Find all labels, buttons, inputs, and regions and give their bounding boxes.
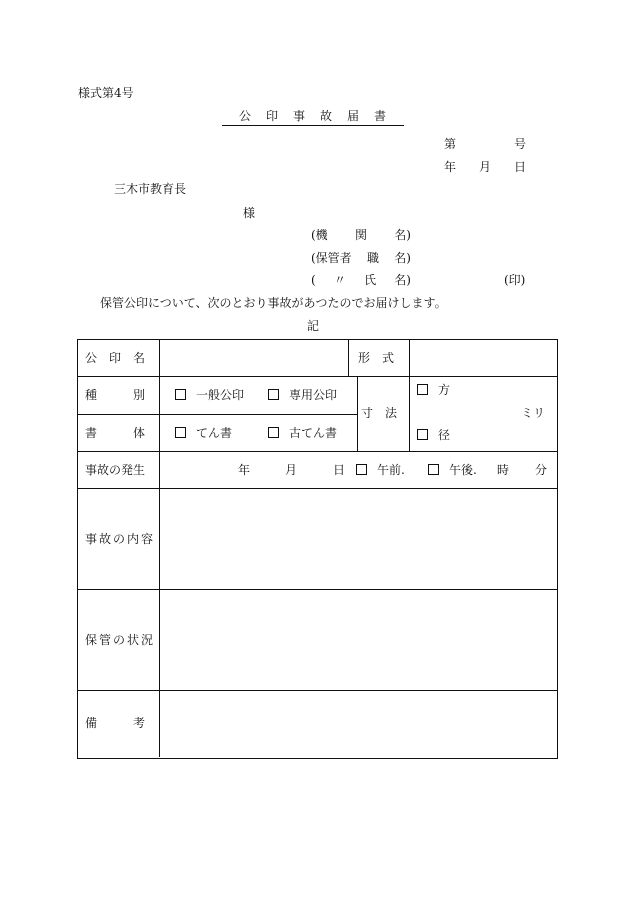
table-frame [77, 339, 558, 759]
checkbox-icon[interactable] [175, 427, 186, 438]
seal-name-label [85, 352, 153, 364]
name-end: 名) [394, 273, 411, 287]
size-unit: ミリ [521, 406, 546, 420]
row-divider [77, 488, 557, 489]
checkbox-icon[interactable] [175, 389, 186, 400]
occurrence-day: 日 [333, 463, 346, 477]
occurrence-label: 事故の発生 [85, 463, 146, 477]
occurrence-year: 年 [238, 463, 251, 477]
col-divider [409, 376, 410, 451]
submitter-holder [311, 252, 411, 264]
name-ditto: 〃 [333, 273, 346, 287]
agency-end: 名) [394, 228, 411, 242]
date-year: 年 [444, 160, 457, 174]
col-divider [348, 339, 349, 376]
date-line [444, 161, 526, 173]
submitter-name [311, 274, 411, 286]
holder-end: 名) [394, 251, 411, 265]
row-divider [77, 376, 557, 377]
size-option-square[interactable] [417, 384, 450, 396]
doc-number-prefix: 第 [444, 137, 457, 151]
agency-close: 関 [354, 228, 367, 242]
size-option-square-label: 方 [438, 383, 451, 397]
type-option-special-label: 専用公印 [289, 388, 338, 402]
checkbox-icon[interactable] [417, 384, 428, 395]
occurrence-minute: 分 [535, 463, 548, 477]
checkbox-icon[interactable] [428, 464, 439, 475]
occurrence-pm[interactable] [428, 464, 477, 476]
col-divider [159, 339, 160, 757]
occurrence-am[interactable] [356, 464, 405, 476]
addressee-name: 三木市教育長 [114, 182, 187, 196]
font-option-old-tensho[interactable] [268, 427, 337, 439]
form-number: 様式第4号 [78, 86, 134, 100]
type-option-general[interactable] [175, 389, 244, 401]
row-divider [77, 414, 358, 415]
checkbox-icon[interactable] [356, 464, 367, 475]
submitter-agency [311, 229, 411, 241]
name-open: ( [311, 273, 316, 287]
occurrence-month: 月 [285, 463, 298, 477]
seal-name-label-text: 公 印 名 [85, 351, 146, 365]
format-label: 形 式 [358, 351, 395, 365]
row-divider [77, 589, 557, 590]
status-label: 保管の状況 [85, 633, 156, 647]
col-divider [357, 376, 358, 451]
checkbox-icon[interactable] [417, 429, 428, 440]
font-label: 書 体 [85, 426, 146, 440]
font-option-tensho-label: てん書 [196, 426, 233, 440]
size-option-diameter[interactable] [417, 429, 450, 441]
checkbox-icon[interactable] [268, 427, 279, 438]
ki-heading: 記 [307, 319, 320, 333]
remarks-label: 備 考 [85, 716, 146, 730]
type-label: 種 別 [85, 388, 146, 402]
doc-number-line [444, 138, 526, 150]
size-option-diameter-label: 径 [438, 428, 451, 442]
doc-number-suffix: 号 [513, 137, 526, 151]
occurrence-am-label: 午前. [377, 463, 405, 477]
holder-mid: 職 [366, 251, 379, 265]
date-day: 日 [513, 160, 526, 174]
addressee-honorific: 様 [243, 206, 256, 220]
seal-mark: (印) [504, 273, 526, 287]
checkbox-icon[interactable] [268, 389, 279, 400]
row-divider [77, 451, 557, 452]
occurrence-hour: 時 [497, 463, 510, 477]
occurrence-pm-label: 午後. [449, 463, 477, 477]
type-option-general-label: 一般公印 [196, 388, 245, 402]
holder-open: (保管者 [311, 251, 352, 265]
content-label: 事故の内容 [85, 532, 156, 546]
page-title: 公印事故届書 [222, 110, 404, 126]
agency-open: (機 [311, 228, 328, 242]
type-option-special[interactable] [268, 389, 337, 401]
col-divider [409, 339, 410, 376]
font-option-old-tensho-label: 古てん書 [289, 426, 338, 440]
name-mid: 氏 [364, 273, 377, 287]
date-month: 月 [478, 160, 491, 174]
size-label: 寸 法 [361, 406, 398, 420]
row-divider [77, 690, 557, 691]
intro-text: 保管公印について、次のとおり事故があつたのでお届けします。 [100, 296, 447, 310]
font-option-tensho[interactable] [175, 427, 232, 439]
